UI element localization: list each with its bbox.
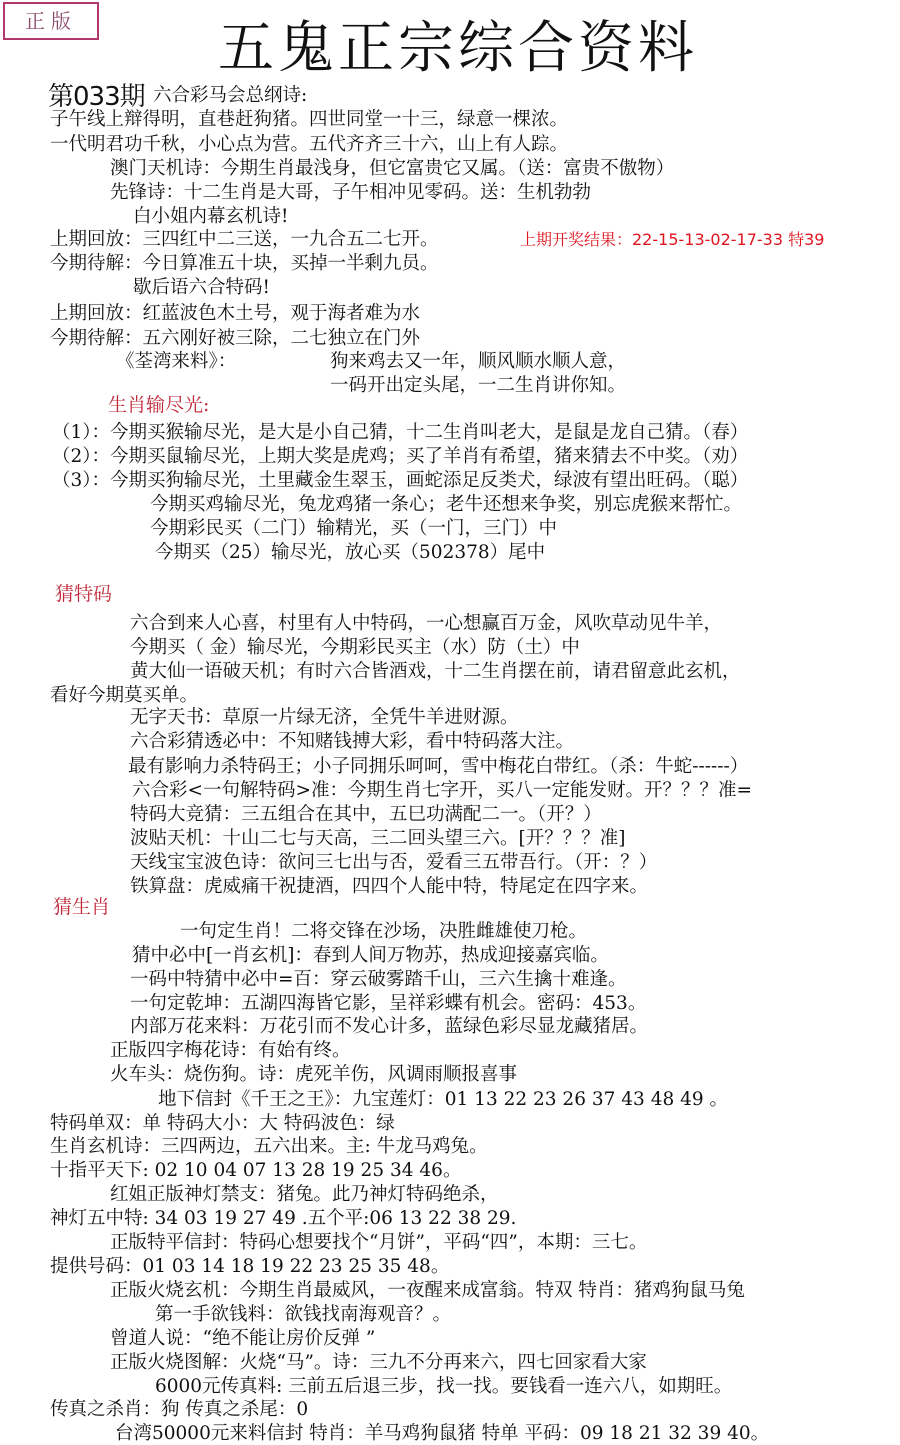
text-line: 《荃湾来料》： [116, 351, 237, 372]
text-line: 6000元传真料: 三前五后退三步，找一找。要钱看一连六八，如期旺。 [155, 1376, 733, 1397]
section-heading: 猜特码 [55, 583, 113, 605]
text-line: 先锋诗：十二生肖是大哥，子午相冲见零码。送：生机勃勃 [110, 182, 592, 203]
text-line: 特码大竞猜：三五组合在其中，五巳功满配二一。（开？） [130, 804, 602, 825]
text-line: 神灯五中特: 34 03 19 27 49 .五个平:06 13 22 38 29. [50, 1208, 517, 1229]
text-line: 生肖玄机诗：三四两边，五六出来。主: 牛龙马鸡兔。 [50, 1136, 488, 1157]
text-line: （2）：今期买鼠输尽光，上期大奖是虎鸡；买了羊肖有希望，猪来猜去不中奖。（劝） [52, 446, 749, 467]
text-line: 第一手欲钱料：欲钱找南海观音？。 [155, 1304, 452, 1325]
text-line: 上期回放：红蓝波色木土号，观于海者难为水 [50, 303, 421, 324]
text-line: 歇后语六合特码! [133, 277, 270, 298]
text-line: 特码单双：单 特码大小：大 特码波色：绿 [50, 1113, 395, 1134]
text-line: 白小姐内幕玄机诗! [133, 206, 289, 227]
text-line: 六合彩猜透必中：不知赌钱搏大彩，看中特码落大注。 [130, 731, 575, 752]
text-line: 正版四字梅花诗：有始有终。 [110, 1040, 351, 1061]
text-line: 黄大仙一语破天机；有时六合皆酒戏，十二生肖摆在前，请君留意此玄机， [130, 661, 741, 682]
text-line: 今期买（25）输尽光，放心买（502378）尾中 [155, 542, 546, 563]
text-line: 今期彩民买（二门）输精光，买（一门，三门）中 [150, 518, 558, 539]
text-line: 铁算盘：虎威痛干祝捷酒，四四个人能中特，特尾定在四字来。 [130, 876, 649, 897]
page-title: 五鬼正宗综合资料 [218, 16, 698, 81]
text-line: 台湾50000元来料信封 特肖：羊马鸡狗鼠猪 特单 平码：09 18 21 32 39 40。 [115, 1423, 770, 1444]
text-line: （1）：今期买猴输尽光，是大是小自己猜，十二生肖叫老大，是鼠是龙自己猜。（春） [52, 422, 749, 443]
section-heading: 生肖输尽光: [108, 394, 210, 416]
text-line: 狗来鸡去又一年，顺风顺水顺人意， [330, 351, 627, 372]
text-line: 波贴天机：十山二七与天高，三二回头望三六。[开？？？准] [130, 828, 626, 849]
text-line: 一句定乾坤：五湖四海皆它影，呈祥彩蝶有机会。密码：453。 [130, 993, 647, 1014]
text-line: 传真之杀肖：狗 传真之杀尾：0 [50, 1399, 309, 1420]
text-line: 火车头：烧伤狗。诗：虎死羊伤，风调雨顺报喜事 [110, 1064, 518, 1085]
text-line: 今期买（ 金）输尽光，今期彩民买主（水）防（土）中 [130, 637, 580, 658]
text-line: 一代明君功千秋，小心点为营。五代齐齐三十六，山上有人踪。 [50, 134, 569, 155]
text-line: 十指平天下: 02 10 04 07 13 28 19 25 34 46。 [50, 1160, 462, 1181]
text-line: 正版火烧玄机：今期生肖最威风，一夜醒来成富翁。特双 特肖：猪鸡狗鼠马兔 [110, 1280, 745, 1301]
last-draw-result: 上期开奖结果：22-15-13-02-17-33 特39 [520, 230, 825, 249]
text-line: 提供号码：01 03 14 18 19 22 23 25 35 48。 [50, 1256, 450, 1277]
text-line: 六合彩马会总纲诗: [153, 85, 308, 106]
section-heading: 猜生肖 [53, 896, 111, 918]
text-line: 一句定生肖！二将交锋在沙场，决胜雌雄使刀枪。 [180, 921, 588, 942]
text-line: 最有影响力杀特码王；小子同拥乐呵呵，雪中梅花白带红。（杀：牛蛇------） [128, 756, 749, 777]
text-line: 一码中特猜中必中=百：穿云破雾踏千山，三六生擒十难逢。 [130, 969, 627, 990]
text-line: 澳门天机诗：今期生肖最浅身，但它富贵它又属。（送：富贵不傲物） [110, 158, 675, 179]
text-line: （3）：今期买狗输尽光，土里藏金生翠玉，画蛇添足反类犬，绿波有望出旺码。（聪） [52, 470, 749, 491]
text-line: 红姐正版神灯禁支：猪兔。此乃神灯特码绝杀， [110, 1184, 499, 1205]
text-line: 天线宝宝波色诗：欲问三七出与否，爱看三五带吾行。（开：？） [130, 852, 658, 873]
text-line: 猜中必中[一肖玄机]：春到人间万物苏，热成迎接嘉宾临。 [132, 945, 609, 966]
text-line: 上期回放：三四红中二三送，一九合五二七开。 [50, 229, 439, 250]
text-line: 内部万花来料：万花引而不发心计多，蓝绿色彩尽显龙藏猪居。 [130, 1016, 649, 1037]
text-line: 今期待解：五六刚好被三除，二七独立在门外 [50, 328, 421, 349]
text-line: 今期买鸡输尽光，兔龙鸡猪一条心；老牛还想来争奖，别忘虎猴来帮忙。 [150, 494, 743, 515]
text-line: 曾道人说：“绝不能让房价反弹 ” [110, 1328, 376, 1349]
text-line: 正版火烧图解：火烧“马”。诗：三九不分再来六，四七回家看大家 [110, 1352, 647, 1373]
text-line: 无字天书：草原一片绿无济，全凭牛羊进财源。 [130, 707, 519, 728]
official-version-badge: 正版 [3, 2, 99, 40]
issue-number: 第033期 [48, 82, 145, 112]
text-line: 一码开出定头尾，一二生肖讲你知。 [330, 375, 627, 396]
text-line: 六合彩<一句解特码>准：今期生肖七字开，买八一定能发财。开？？？准= [132, 780, 753, 801]
text-line: 六合到来人心喜，村里有人中特码，一心想赢百万金，风吹草动见牛羊， [130, 613, 723, 634]
text-line: 今期待解：今日算准五十块，买掉一半剩九员。 [50, 253, 439, 274]
text-line: 看好今期莫买单。 [50, 685, 199, 706]
text-line: 正版特平信封：特码心想要找个“月饼”，平码“四”，本期：三七。 [110, 1232, 648, 1253]
text-line: 地下信封《千王之王》：九宝莲灯：01 13 22 23 26 37 43 48 49 。 [158, 1089, 729, 1110]
text-line: 子午线上辩得明，直巷赶狗猪。四世同堂一十三，绿意一棵浓。 [50, 109, 569, 130]
